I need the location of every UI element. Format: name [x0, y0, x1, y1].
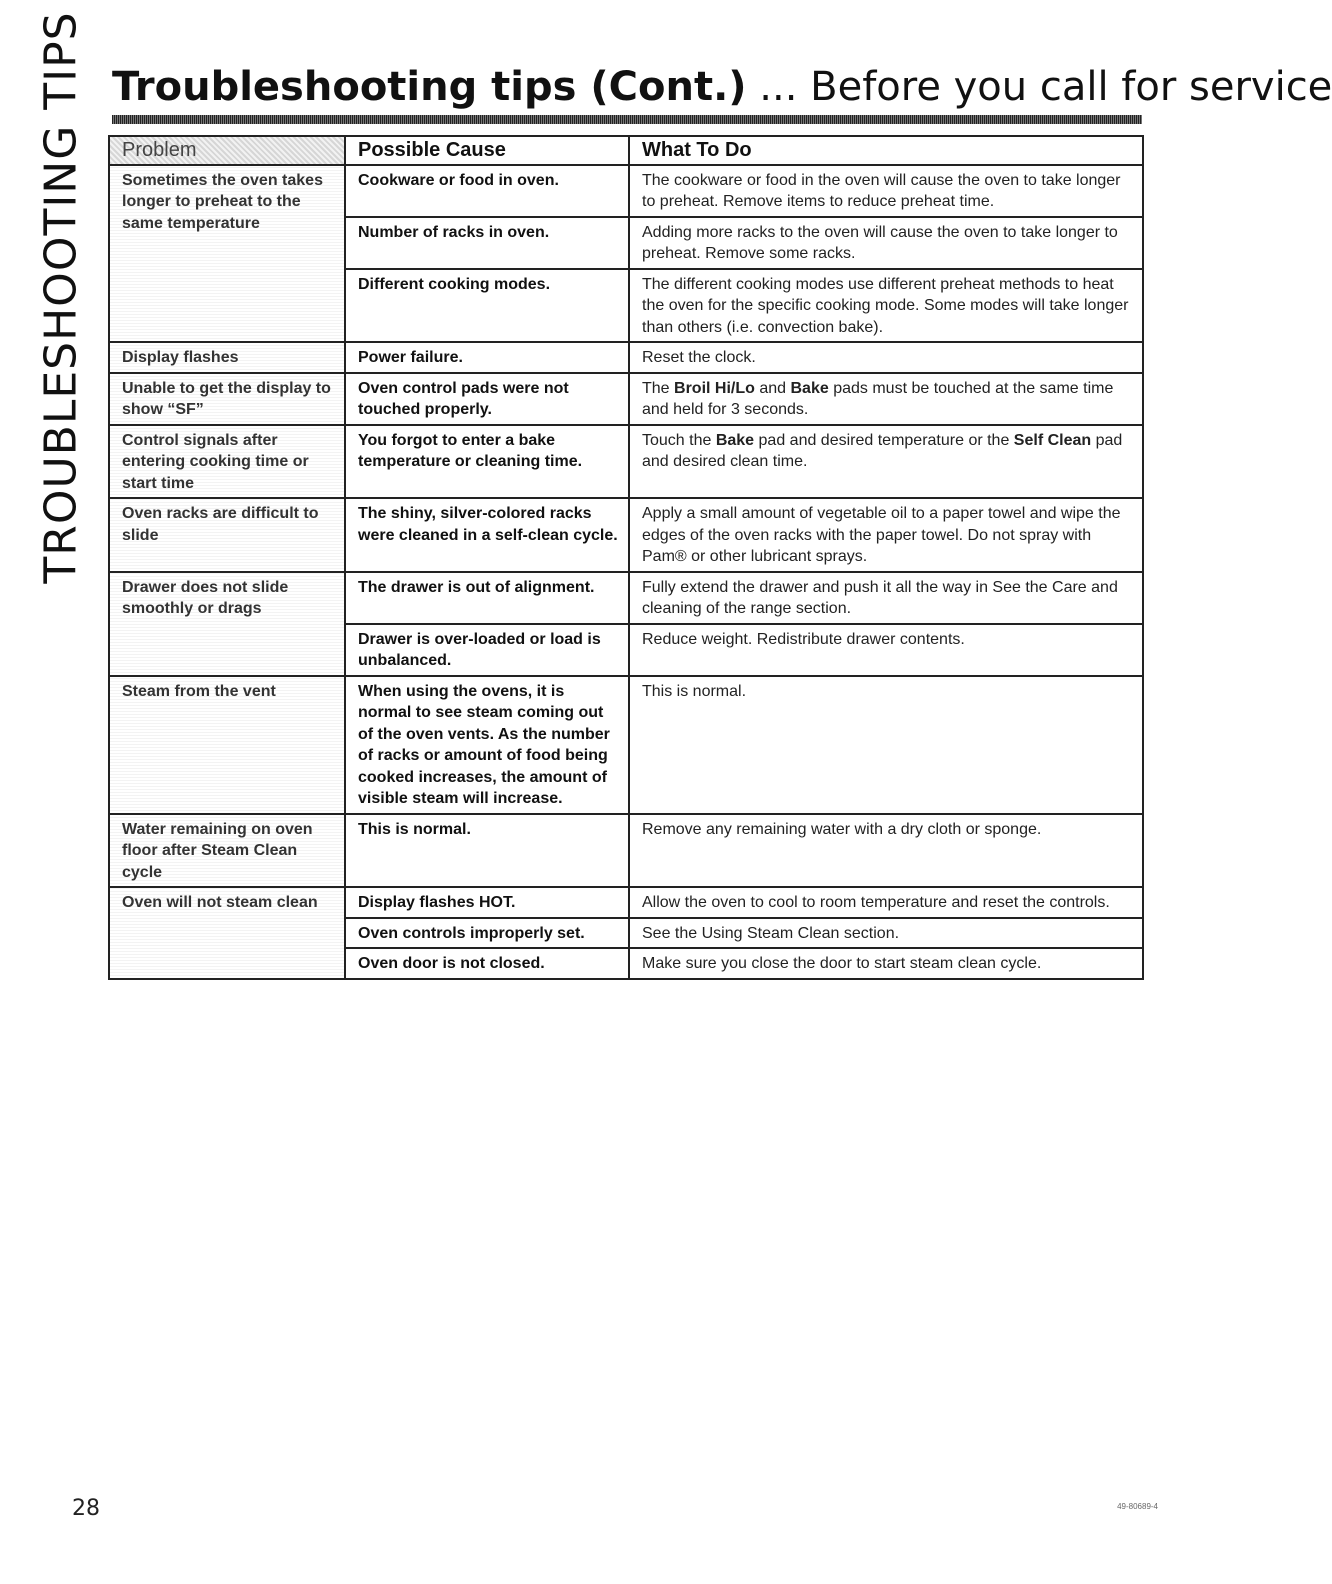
emphasized-term: Bake — [790, 379, 829, 397]
table-row — [109, 814, 1143, 888]
what-to-do-cell: Adding more racks to the oven will cause the oven to take longer to preheat. Remove some racks. — [629, 217, 1143, 269]
possible-cause-cell: This is normal. — [345, 814, 629, 888]
what-to-do-cell: The cookware or food in the oven will cause the oven to take longer to preheat. Remove items to reduce preheat time. — [629, 165, 1143, 217]
emphasized-term: Self Clean — [1013, 431, 1092, 449]
possible-cause-cell: Oven control pads were not touched properly. — [345, 373, 629, 425]
troubleshooting-table — [108, 135, 1144, 980]
what-to-do-cell: Reset the clock. — [629, 342, 1143, 373]
page-number: 28 — [72, 1496, 100, 1521]
text-segment: Touch the — [642, 431, 716, 449]
what-to-do-cell: Remove any remaining water with a dry cloth or sponge. — [629, 814, 1143, 888]
problem-cell: Steam from the vent — [109, 676, 345, 814]
text-segment: pads must be touched at the same time and held for 3 seconds. — [642, 379, 1114, 418]
problem-cell: Display flashes — [109, 342, 345, 373]
problem-cell: Oven will not steam clean — [109, 887, 345, 979]
document-number: 49-80689-4 — [1117, 1502, 1158, 1511]
title-ellipsis: ... — [746, 64, 811, 110]
possible-cause-cell: Drawer is over-loaded or load is unbalanced. — [345, 624, 629, 676]
possible-cause-cell: You forgot to enter a bake temperature or cleaning time. — [345, 425, 629, 499]
what-to-do-cell: Allow the oven to cool to room temperature and reset the controls. — [629, 887, 1143, 918]
possible-cause-cell: Oven controls improperly set. — [345, 918, 629, 949]
table-row — [109, 676, 1143, 814]
what-to-do-cell: Apply a small amount of vegetable oil to a paper towel and wipe the edges of the oven racks with the paper towel. Do not spray with Pam® or other lubricant sprays. — [629, 498, 1143, 572]
table-row — [109, 342, 1143, 373]
table-header-row — [109, 136, 1143, 165]
problem-cell: Oven racks are difficult to slide — [109, 498, 345, 572]
possible-cause-cell: Number of racks in oven. — [345, 217, 629, 269]
text-segment: pad and desired clean time. — [642, 431, 1123, 470]
header-possible-cause: Possible Cause — [345, 136, 629, 165]
header-problem: Problem — [109, 136, 345, 165]
possible-cause-cell: The drawer is out of alignment. — [345, 572, 629, 624]
table-row — [109, 165, 1143, 217]
page-title — [112, 64, 1332, 110]
text-segment: and — [754, 379, 791, 397]
emphasized-term: Broil Hi/Lo — [674, 379, 755, 397]
possible-cause-cell: Display flashes HOT. — [345, 887, 629, 918]
what-to-do-cell: This is normal. — [629, 676, 1143, 814]
possible-cause-cell: Oven door is not closed. — [345, 948, 629, 979]
table-row — [109, 373, 1143, 425]
what-to-do-cell: Reduce weight. Redistribute drawer contents. — [629, 624, 1143, 676]
title-rule-divider — [112, 115, 1142, 124]
what-to-do-cell: The different cooking modes use different preheat methods to heat the oven for the specific cooking mode. Some modes will take longer than others (i.e. convection bake). — [629, 269, 1143, 343]
what-to-do-cell — [629, 425, 1143, 499]
possible-cause-cell: When using the ovens, it is normal to see steam coming out of the oven vents. As the number of racks or amount of food being cooked increases, the amount of visible steam will increase. — [345, 676, 629, 814]
problem-cell: Water remaining on oven floor after Steam Clean cycle — [109, 814, 345, 888]
title-bold-part: Troubleshooting tips (Cont.) — [112, 64, 747, 110]
possible-cause-cell: Cookware or food in oven. — [345, 165, 629, 217]
text-segment: The — [642, 379, 675, 397]
header-what-to-do: What To Do — [629, 136, 1143, 165]
problem-cell: Drawer does not slide smoothly or drags — [109, 572, 345, 676]
possible-cause-cell: Power failure. — [345, 342, 629, 373]
side-section-tab — [35, 10, 87, 584]
problem-cell: Control signals after entering cooking time or start time — [109, 425, 345, 499]
table-row — [109, 572, 1143, 624]
what-to-do-cell — [629, 373, 1143, 425]
problem-cell: Unable to get the display to show “SF” — [109, 373, 345, 425]
what-to-do-cell: Fully extend the drawer and push it all the way in See the Care and cleaning of the range section. — [629, 572, 1143, 624]
side-section-label: TROUBLESHOOTING TIPS — [35, 10, 87, 584]
possible-cause-cell: Different cooking modes. — [345, 269, 629, 343]
table-row — [109, 887, 1143, 918]
title-rest: Before you call for service — [810, 64, 1332, 110]
table-row — [109, 498, 1143, 572]
text-segment: pad and desired temperature or the — [754, 431, 1014, 449]
possible-cause-cell: The shiny, silver-colored racks were cleaned in a self-clean cycle. — [345, 498, 629, 572]
problem-cell: Sometimes the oven takes longer to preheat to the same temperature — [109, 165, 345, 343]
what-to-do-cell: See the Using Steam Clean section. — [629, 918, 1143, 949]
emphasized-term: Bake — [715, 431, 755, 449]
table-row — [109, 425, 1143, 499]
what-to-do-cell: Make sure you close the door to start steam clean cycle. — [629, 948, 1143, 979]
